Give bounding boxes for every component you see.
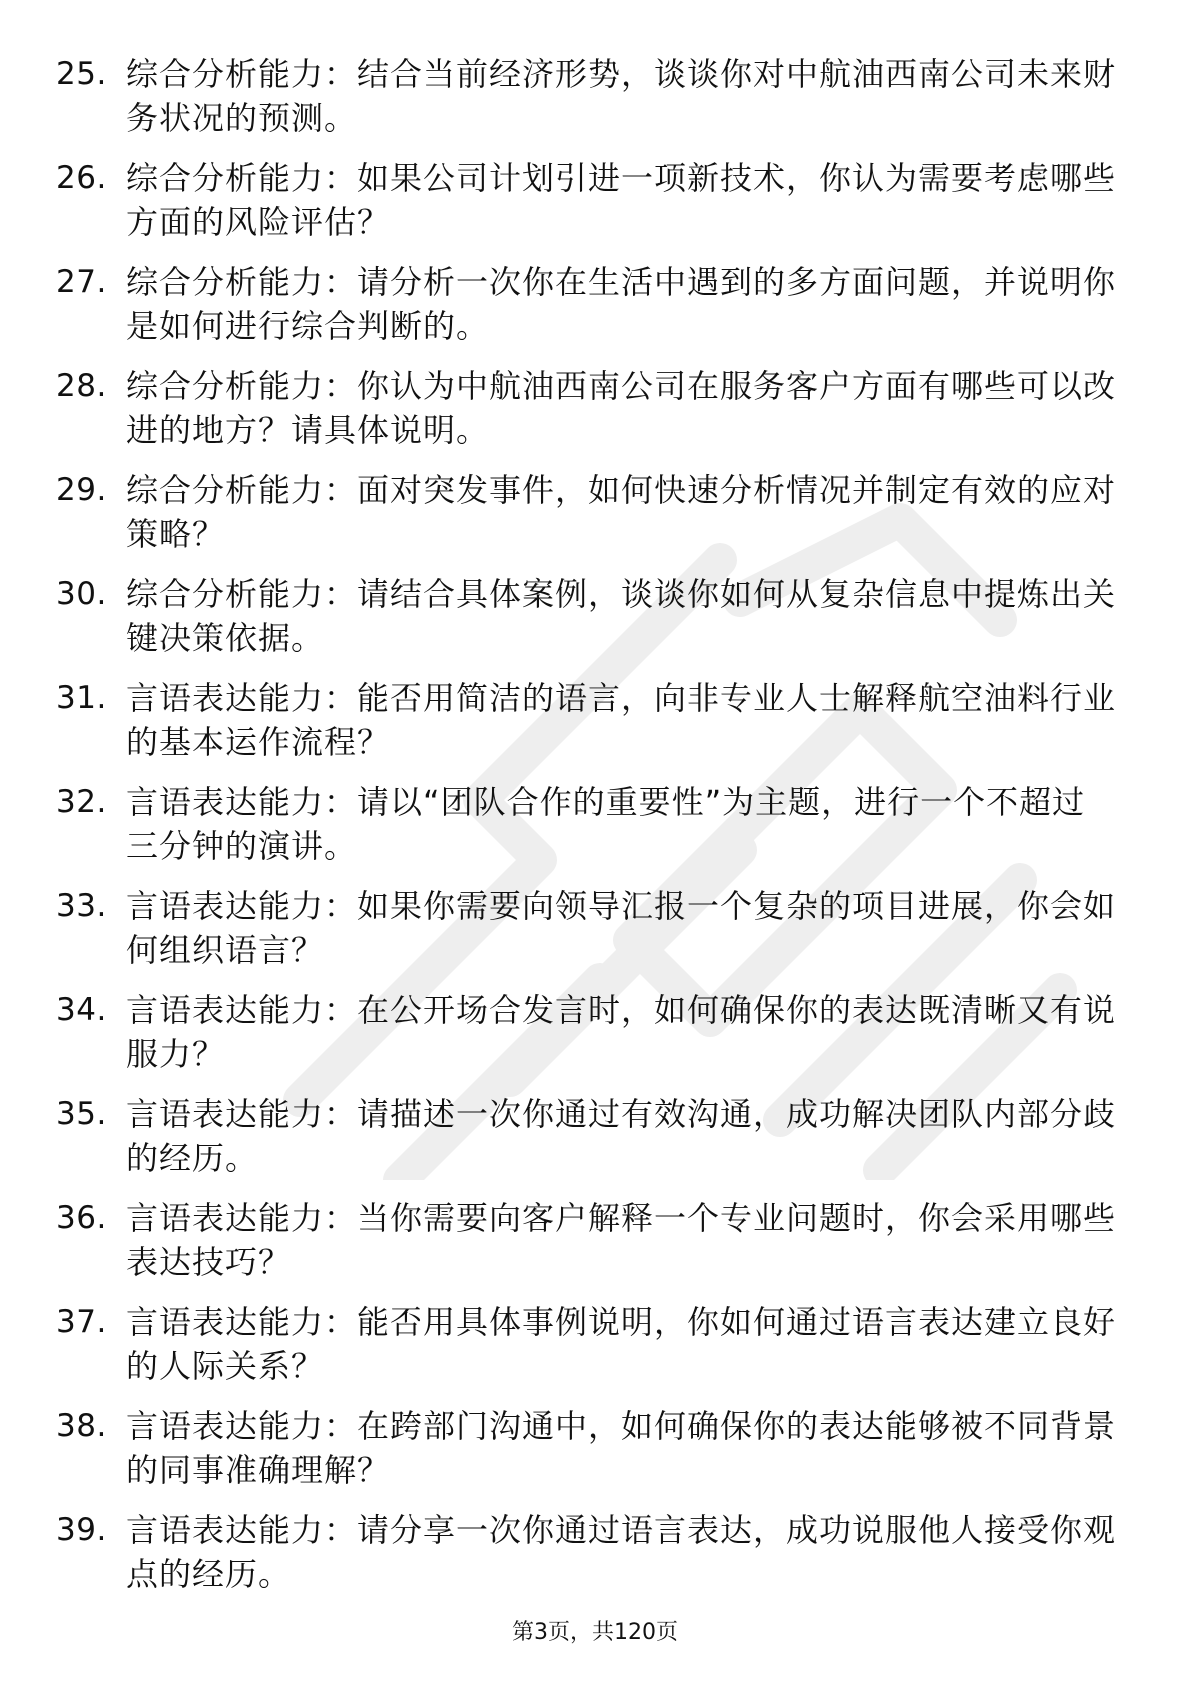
question-text: 言语表达能力：如果你需要向领导汇报一个复杂的项目进展，你会如何组织语言？: [126, 887, 1117, 969]
question-number: 30.: [56, 576, 107, 612]
question-text: 言语表达能力：请描述一次你通过有效沟通，成功解决团队内部分歧的经历。: [126, 1095, 1117, 1177]
question-number: 29.: [56, 472, 107, 508]
question-text: 言语表达能力：在公开场合发言时，如何确保你的表达既清晰又有说服力？: [126, 991, 1117, 1073]
question-number: 39.: [56, 1512, 107, 1548]
question-number: 28.: [56, 368, 107, 404]
question-text: 言语表达能力：请以“团队合作的重要性”为主题，进行一个不超过三分钟的演讲。: [126, 783, 1086, 865]
list-item: [56, 364, 1116, 468]
question-number: 31.: [56, 680, 107, 716]
question-number: 33.: [56, 888, 107, 924]
question-number: 35.: [56, 1096, 107, 1132]
list-item: [56, 260, 1116, 364]
list-item: [56, 780, 1116, 884]
list-item: [56, 52, 1116, 156]
list-item: [56, 1508, 1116, 1612]
list-item: [56, 1196, 1116, 1300]
list-item: [56, 676, 1116, 780]
question-number: 25.: [56, 56, 107, 92]
question-text: 综合分析能力：面对突发事件，如何快速分析情况并制定有效的应对策略？: [126, 471, 1117, 553]
question-text: 综合分析能力：结合当前经济形势，谈谈你对中航油西南公司未来财务状况的预测。: [126, 55, 1117, 137]
list-item: [56, 468, 1116, 572]
question-text: 综合分析能力：你认为中航油西南公司在服务客户方面有哪些可以改进的地方？请具体说明。: [126, 367, 1117, 449]
list-item: [56, 1092, 1116, 1196]
question-text: 综合分析能力：请分析一次你在生活中遇到的多方面问题，并说明你是如何进行综合判断的。: [126, 263, 1117, 345]
list-item: [56, 572, 1116, 676]
list-item: [56, 1404, 1116, 1508]
question-number: 36.: [56, 1200, 107, 1236]
question-text: 综合分析能力：如果公司计划引进一项新技术，你认为需要考虑哪些方面的风险评估？: [126, 159, 1117, 241]
question-number: 38.: [56, 1408, 107, 1444]
list-item: [56, 1300, 1116, 1404]
question-number: 32.: [56, 784, 107, 820]
question-text: 言语表达能力：当你需要向客户解释一个专业问题时，你会采用哪些表达技巧？: [126, 1199, 1117, 1281]
question-number: 26.: [56, 160, 107, 196]
question-list: [56, 52, 1116, 1612]
question-text: 综合分析能力：请结合具体案例，谈谈你如何从复杂信息中提炼出关键决策依据。: [126, 575, 1117, 657]
question-text: 言语表达能力：请分享一次你通过语言表达，成功说服他人接受你观点的经历。: [126, 1511, 1117, 1593]
question-text: 言语表达能力：能否用具体事例说明，你如何通过语言表达建立良好的人际关系？: [126, 1303, 1117, 1385]
question-number: 34.: [56, 992, 107, 1028]
question-number: 37.: [56, 1304, 107, 1340]
list-item: [56, 884, 1116, 988]
list-item: [56, 988, 1116, 1092]
page-footer: 第3页，共120页: [512, 1620, 678, 1645]
question-number: 27.: [56, 264, 107, 300]
question-text: 言语表达能力：在跨部门沟通中，如何确保你的表达能够被不同背景的同事准确理解？: [126, 1407, 1117, 1489]
list-item: [56, 156, 1116, 260]
question-text: 言语表达能力：能否用简洁的语言，向非专业人士解释航空油料行业的基本运作流程？: [126, 679, 1117, 761]
